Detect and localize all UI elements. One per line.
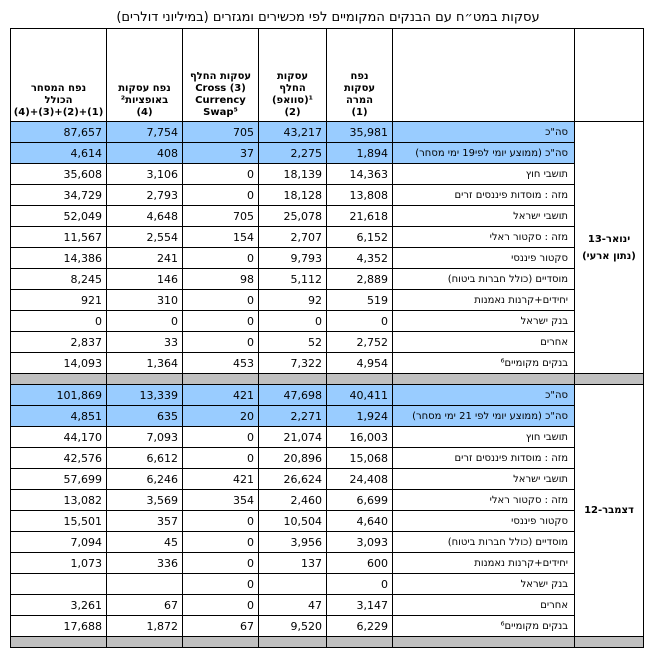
value-cell: 137 <box>259 553 327 574</box>
value-cell: 3,106 <box>107 164 183 185</box>
value-cell: 3,093 <box>327 532 393 553</box>
column-header-3 <box>259 29 327 122</box>
row-label: סקטור פיננסי <box>393 248 575 269</box>
table-body <box>11 122 644 648</box>
value-cell: 43,217 <box>259 122 327 143</box>
value-cell: 154 <box>183 227 259 248</box>
value-cell: 11,567 <box>11 227 107 248</box>
separator-cell <box>393 637 575 648</box>
value-cell: 40,411 <box>327 385 393 406</box>
row-label: בנקים מקומיים⁶ <box>393 353 575 374</box>
value-cell: 45 <box>107 532 183 553</box>
table-row <box>11 248 644 269</box>
table-row <box>11 595 644 616</box>
value-cell: 2,271 <box>259 406 327 427</box>
table-row <box>11 427 644 448</box>
value-cell <box>107 574 183 595</box>
column-header-line: (4) <box>136 107 153 118</box>
row-label: סה"כ <box>393 122 575 143</box>
value-cell: 92 <box>259 290 327 311</box>
value-cell: 17,688 <box>11 616 107 637</box>
column-header-1 <box>107 29 183 122</box>
value-cell: 4,614 <box>11 143 107 164</box>
value-cell: 921 <box>11 290 107 311</box>
value-cell: 6,699 <box>327 490 393 511</box>
value-cell: 7,322 <box>259 353 327 374</box>
value-cell: 705 <box>183 206 259 227</box>
value-cell: 4,640 <box>327 511 393 532</box>
row-label: מוסדיים (כולל חברות ביטוח) <box>393 269 575 290</box>
value-cell: 4,851 <box>11 406 107 427</box>
column-header-line: נפח המסחר <box>30 83 87 94</box>
column-header-line: המרה <box>346 95 373 106</box>
table-row <box>11 185 644 206</box>
value-cell: 2,793 <box>107 185 183 206</box>
row-label: מזה : מוסדות פיננסים זרים <box>393 185 575 206</box>
value-cell: 6,612 <box>107 448 183 469</box>
value-cell: 9,520 <box>259 616 327 637</box>
value-cell: 4,954 <box>327 353 393 374</box>
value-cell: 44,170 <box>11 427 107 448</box>
separator-cell <box>107 637 183 648</box>
separator-cell <box>393 374 575 385</box>
row-label: מזה : מוסדות פיננסים זרים <box>393 448 575 469</box>
value-cell: 7,093 <box>107 427 183 448</box>
value-cell: 26,624 <box>259 469 327 490</box>
column-header-line: עסקות החלף <box>189 71 252 82</box>
value-cell: 4,352 <box>327 248 393 269</box>
value-cell: 2,275 <box>259 143 327 164</box>
value-cell: 635 <box>107 406 183 427</box>
value-cell: 0 <box>327 574 393 595</box>
value-cell: 354 <box>183 490 259 511</box>
value-cell: 47 <box>259 595 327 616</box>
value-cell: 52,049 <box>11 206 107 227</box>
period-label: (נתון ארעי) <box>582 250 636 262</box>
value-cell: 0 <box>107 311 183 332</box>
value-cell: 57,699 <box>11 469 107 490</box>
value-cell: 1,872 <box>107 616 183 637</box>
column-header-6 <box>575 29 644 122</box>
value-cell: 35,608 <box>11 164 107 185</box>
row-label: סה"כ (ממוצע יומי לפי19 ימי מסחר) <box>393 143 575 164</box>
value-cell: 2,707 <box>259 227 327 248</box>
value-cell: 42,576 <box>11 448 107 469</box>
separator-cell <box>575 637 644 648</box>
value-cell: 2,460 <box>259 490 327 511</box>
header-row <box>11 29 644 122</box>
fx-transactions-table <box>10 28 644 648</box>
value-cell: 5,112 <box>259 269 327 290</box>
row-label: תושבי חוץ <box>393 427 575 448</box>
table-row <box>11 311 644 332</box>
separator-cell <box>11 374 107 385</box>
value-cell: 0 <box>259 311 327 332</box>
value-cell: 0 <box>183 574 259 595</box>
value-cell: 1,364 <box>107 353 183 374</box>
value-cell: 146 <box>107 269 183 290</box>
period-cell <box>575 122 644 374</box>
period-label: ינואר-13 <box>587 233 631 245</box>
table-row <box>11 553 644 574</box>
row-label: מוסדיים (כולל חברות ביטוח) <box>393 532 575 553</box>
separator-cell <box>107 374 183 385</box>
value-cell: 6,229 <box>327 616 393 637</box>
table-row <box>11 143 644 164</box>
table-row <box>11 616 644 637</box>
row-label: סקטור פיננסי <box>393 511 575 532</box>
value-cell: 3,261 <box>11 595 107 616</box>
value-cell: 101,869 <box>11 385 107 406</box>
separator-cell <box>327 637 393 648</box>
row-label: אחרים <box>393 332 575 353</box>
separator-cell <box>183 374 259 385</box>
value-cell: 0 <box>183 427 259 448</box>
table-row <box>11 353 644 374</box>
table-row <box>11 122 644 143</box>
value-cell: 21,074 <box>259 427 327 448</box>
column-header-5 <box>393 29 575 122</box>
value-cell: 0 <box>183 164 259 185</box>
column-header-line: Cross (3) <box>195 83 246 94</box>
section-separator <box>11 637 644 648</box>
separator-cell <box>183 637 259 648</box>
table-row <box>11 574 644 595</box>
value-cell: 14,363 <box>327 164 393 185</box>
value-cell: 20 <box>183 406 259 427</box>
separator-cell <box>327 374 393 385</box>
column-header-line: נפח עסקות <box>118 83 171 94</box>
value-cell: 20,896 <box>259 448 327 469</box>
row-label: מזה : סקטור ראלי <box>393 490 575 511</box>
value-cell: 0 <box>183 248 259 269</box>
column-header-line: באופציות² <box>120 95 169 106</box>
table-row <box>11 227 644 248</box>
value-cell: 21,618 <box>327 206 393 227</box>
value-cell: 0 <box>183 595 259 616</box>
value-cell: 87,657 <box>11 122 107 143</box>
period-cell <box>575 385 644 637</box>
value-cell: 67 <box>107 595 183 616</box>
value-cell: 98 <box>183 269 259 290</box>
value-cell: 35,981 <box>327 122 393 143</box>
value-cell: 18,128 <box>259 185 327 206</box>
value-cell: 1,073 <box>11 553 107 574</box>
value-cell: 0 <box>183 532 259 553</box>
row-label: בנק ישראל <box>393 311 575 332</box>
table-row <box>11 206 644 227</box>
value-cell: 241 <box>107 248 183 269</box>
value-cell: 3,956 <box>259 532 327 553</box>
value-cell: 421 <box>183 469 259 490</box>
column-header-line: החלף <box>279 83 306 94</box>
value-cell: 2,889 <box>327 269 393 290</box>
column-header-line: (2) <box>284 107 301 118</box>
row-label: תושבי ישראל <box>393 206 575 227</box>
column-header-line: הכולל <box>44 95 73 106</box>
table-row <box>11 469 644 490</box>
value-cell: 705 <box>183 122 259 143</box>
value-cell: 0 <box>183 511 259 532</box>
value-cell: 7,754 <box>107 122 183 143</box>
row-label: יחידים+קרנות נאמנות <box>393 290 575 311</box>
column-header-line: (1) <box>351 107 368 118</box>
value-cell: 2,554 <box>107 227 183 248</box>
value-cell: 357 <box>107 511 183 532</box>
table-row <box>11 332 644 353</box>
value-cell: 0 <box>183 311 259 332</box>
value-cell: 47,698 <box>259 385 327 406</box>
value-cell: 15,068 <box>327 448 393 469</box>
value-cell: 1,894 <box>327 143 393 164</box>
value-cell: 13,808 <box>327 185 393 206</box>
row-label: בנקים מקומיים⁶ <box>393 616 575 637</box>
value-cell: 0 <box>183 290 259 311</box>
table-row <box>11 269 644 290</box>
value-cell: 0 <box>183 448 259 469</box>
row-label: סה"כ (ממוצע יומי לפי 21 ימי מסחר) <box>393 406 575 427</box>
value-cell: 421 <box>183 385 259 406</box>
value-cell: 24,408 <box>327 469 393 490</box>
value-cell: 6,152 <box>327 227 393 248</box>
row-label: בנק ישראל <box>393 574 575 595</box>
table-row <box>11 490 644 511</box>
value-cell: 453 <box>183 353 259 374</box>
value-cell: 0 <box>327 311 393 332</box>
value-cell: 6,246 <box>107 469 183 490</box>
value-cell: 16,003 <box>327 427 393 448</box>
value-cell: 8,245 <box>11 269 107 290</box>
table-row <box>11 290 644 311</box>
value-cell: 0 <box>183 553 259 574</box>
value-cell: 519 <box>327 290 393 311</box>
column-header-line: עסקות <box>343 83 376 94</box>
table-row <box>11 511 644 532</box>
value-cell: 25,078 <box>259 206 327 227</box>
value-cell: 34,729 <box>11 185 107 206</box>
value-cell: 0 <box>11 311 107 332</box>
value-cell: 408 <box>107 143 183 164</box>
value-cell: 4,648 <box>107 206 183 227</box>
value-cell: 9,793 <box>259 248 327 269</box>
value-cell: 37 <box>183 143 259 164</box>
table-row <box>11 406 644 427</box>
value-cell: 13,339 <box>107 385 183 406</box>
value-cell: 3,569 <box>107 490 183 511</box>
column-header-2 <box>183 29 259 122</box>
column-header-line: (4)+(3)+(2)+(1) <box>13 107 104 118</box>
value-cell: 0 <box>183 332 259 353</box>
column-header-line: נפח <box>350 71 369 82</box>
value-cell: 310 <box>107 290 183 311</box>
value-cell: 1,924 <box>327 406 393 427</box>
value-cell: 14,093 <box>11 353 107 374</box>
value-cell: 13,082 <box>11 490 107 511</box>
value-cell: 0 <box>183 185 259 206</box>
column-header-line: עסקות <box>276 71 309 82</box>
column-header-line: Swap⁵ <box>203 107 238 118</box>
separator-cell <box>575 374 644 385</box>
row-label: יחידים+קרנות נאמנות <box>393 553 575 574</box>
value-cell: 10,504 <box>259 511 327 532</box>
column-header-line: (סוואפ)¹ <box>271 95 314 106</box>
value-cell: 600 <box>327 553 393 574</box>
table-row <box>11 385 644 406</box>
value-cell: 2,837 <box>11 332 107 353</box>
value-cell: 67 <box>183 616 259 637</box>
value-cell: 14,386 <box>11 248 107 269</box>
column-header-0 <box>11 29 107 122</box>
value-cell: 18,139 <box>259 164 327 185</box>
separator-cell <box>259 637 327 648</box>
table-row <box>11 164 644 185</box>
value-cell: 3,147 <box>327 595 393 616</box>
row-label: אחרים <box>393 595 575 616</box>
section-separator <box>11 374 644 385</box>
column-header-line: Currency <box>195 95 246 106</box>
value-cell <box>11 574 107 595</box>
row-label: תושבי חוץ <box>393 164 575 185</box>
row-label: מזה : סקטור ראלי <box>393 227 575 248</box>
value-cell: 2,752 <box>327 332 393 353</box>
table-row <box>11 448 644 469</box>
value-cell: 52 <box>259 332 327 353</box>
row-label: תושבי ישראל <box>393 469 575 490</box>
value-cell: 15,501 <box>11 511 107 532</box>
table-row <box>11 532 644 553</box>
row-label: סה"כ <box>393 385 575 406</box>
value-cell <box>259 574 327 595</box>
value-cell: 7,094 <box>11 532 107 553</box>
value-cell: 336 <box>107 553 183 574</box>
separator-cell <box>11 637 107 648</box>
separator-cell <box>259 374 327 385</box>
value-cell: 33 <box>107 332 183 353</box>
column-header-4 <box>327 29 393 122</box>
period-label: דצמבר-12 <box>584 505 634 516</box>
table-title: עסקות במט״ח עם הבנקים המקומיים לפי מכשירים ומגזרים (במיליוני דולרים) <box>116 10 540 25</box>
